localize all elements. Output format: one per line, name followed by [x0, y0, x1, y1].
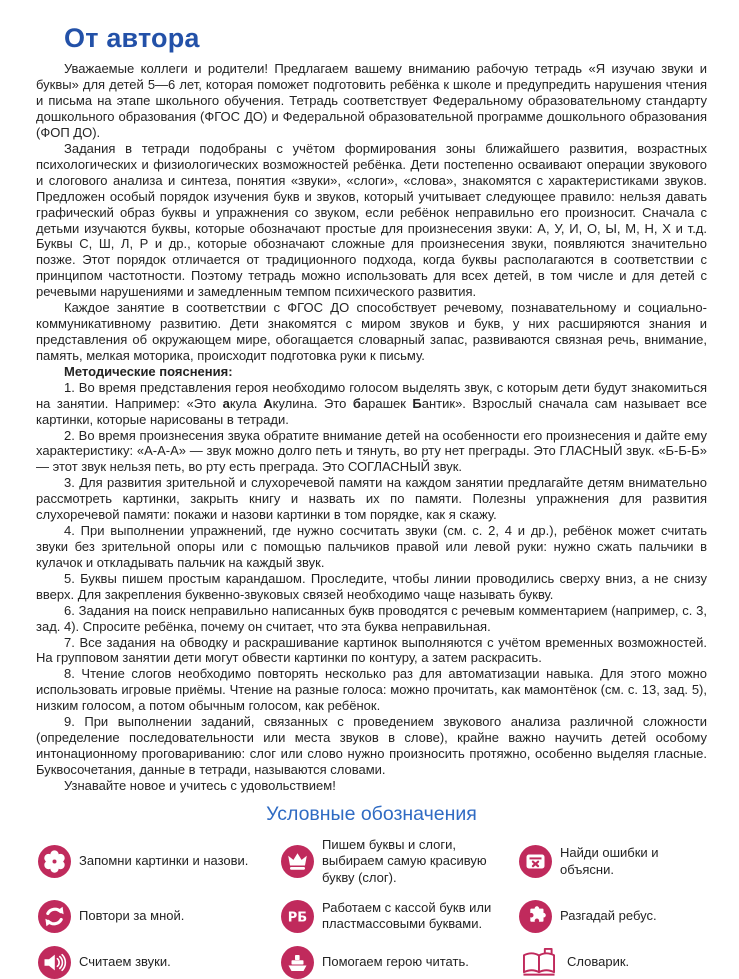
method-item-1: 1. Во время представления героя необходимо голосом выделять звук, с которым дети будут знакомиться на занятии. Например: «Это акула Акулина. Это барашек Бантик». Взрослый сначала сам называет все картинки, которые нарисованы в тетради.: [36, 379, 707, 427]
crown-icon: [281, 845, 314, 878]
method-heading: Методические пояснения:: [64, 363, 233, 379]
letters-rb-text: РБ: [287, 910, 308, 926]
repeat-icon: [38, 900, 71, 933]
page-title: От автора: [64, 23, 200, 53]
method-item-2: 2. Во время произнесения звука обратите внимание детей на особенности его произнесения и дайте ему характеристику: «А-А-А» — звук можно долго петь и тянуть, во рту нет преграды. Это ГЛАСНЫЙ звук. «Б-Б-Б» — этот звук нельзя петь, во рту есть преграда. Это СОГЛАСНЫЙ звук.: [36, 427, 707, 475]
method-item-8: 8. Чтение слогов необходимо повторять несколько раз для автоматизации навыка. Для этого можно использовать игровые приёмы. Чтение на разные голоса: можно прочитать, как мамонтёнок (см. с. 13, зад. 5), низким голосом, а потом обычным голосом, как ребёнок.: [36, 666, 707, 714]
legend-item-label: Работаем с кассой букв или пластмассовыми буквами.: [322, 899, 492, 932]
legend-item-dictionary: [519, 946, 707, 979]
steamboat-icon: [281, 946, 314, 979]
error-card-icon: [519, 845, 552, 878]
legend-item-solve-rebus: [519, 900, 707, 933]
author-text: [36, 61, 707, 793]
legend-item-label: Разгадай ребус.: [560, 907, 657, 923]
book-icon: [519, 946, 559, 978]
legend-item-write-letters: [281, 837, 513, 887]
legend-item-label: Считаем звуки.: [79, 954, 171, 970]
legend-item-count-sounds: [38, 946, 275, 979]
legend-item-label: Помогаем герою читать.: [322, 954, 469, 970]
legend-item-find-mistakes: [519, 837, 707, 887]
method-item-6: 6. Задания на поиск неправильно написанных букв проводятся с речевым комментарием (например, с. 3, зад. 4). Спросите ребёнка, почему он считает, что эта буква неправильная.: [36, 602, 707, 634]
intro-paragraph-1: Уважаемые коллеги и родители! Предлагаем вашему вниманию рабочую тетрадь «Я изучаю звуки и буквы» для детей 5—6 лет, которая поможет подготовить ребёнка к школе и предупредить нарушения чтения и письма на этапе школьного обучения. Тетрадь соответствует Федеральному образовательному стандарту дошкольного образования (ФГОС ДО) и Федеральной образовательной программе дошкольного образования (ФОП ДО).: [36, 61, 707, 141]
letters-rb-icon: [281, 900, 314, 933]
method-item-9: 9. При выполнении заданий, связанных с проведением звукового анализа различной сложности (определение последовательности или места звуков в слове), крайне важно научить детей особому интонационному проговариванию: слог или слово нужно произносить протяжно, особенно выделяя гласные. Буквосочетания, данные в тетради, называются словами.: [36, 714, 707, 777]
legend-item-help-hero-read: [281, 946, 513, 979]
legend-item-label: Словарик.: [567, 954, 630, 970]
method-item-5: 5. Буквы пишем простым карандашом. Проследите, чтобы линии проводились сверху вниз, а не снизу вверх. Для закрепления буквенно-звуковых связей необходимо чаще называть букву.: [36, 570, 707, 602]
intro-paragraph-3: Каждое занятие в соответствии с ФГОС ДО способствует речевому, познавательному и социально-коммуникативному развитию. Дети знакомятся с миром звуков и букв, у них расширяются знания и представления об окружающем мире, обогащается словарный запас, развиваются связная речь, внимание, память, мелкая моторика, происходит подготовка руки к письму.: [36, 300, 707, 363]
legend-item-label: Запомни картинки и назови.: [79, 853, 249, 869]
intro-paragraph-2: Задания в тетради подобраны с учётом формирования зоны ближайшего развития, возрастных психологических и физиологических возможностей ребёнка. Дети постепенно осваивают операции звукового и слогового анализа и синтеза, понятия «звуки», «слоги», «слова», знакомятся с характеристиками звуков. Предложен особый порядок изучения букв и звуков, который учитывает следующее правило: нельзя давать графический образ буквы и упражнения со звуком, если ребёнок неправильно его произносит. Сначала с детьми изучаются буквы, которые обозначают простые для произнесения звуки: А, У, И, О, Ы, М, Н, Х и т.д. Буквы С, Ш, Л, Р и др., которые обозначают сложные для произнесения звуки, появляются значительно позже. Этот порядок отличается от традиционного подхода, когда буквы располагаются в соответствии с принципом частотности. Поэтому тетрадь можно использовать для всех детей, в том числе и для детей с речевыми нарушениями и замедленным темпом психического развития.: [36, 140, 707, 300]
method-item-4: 4. При выполнении упражнений, где нужно сосчитать звуки (см. с. 2, 4 и др.), ребёнок может считать звуки без зрительной опоры или с помощью пальчиков правой или левой руки: нужно сжать пальчики в кулачок и откладывать пальчик на каждый звук.: [36, 523, 707, 570]
legend-item-letter-box: [281, 900, 513, 933]
puzzle-icon: [519, 900, 552, 933]
method-item-3: 3. Для развития зрительной и слухоречевой памяти на каждом занятии предлагайте детям внимательно рассмотреть картинки, закрыть книгу и назвать их по памяти. Полезны упражнения для развития слухоречевой памяти: покажи и назови картинки в том порядке, как я скажу.: [36, 475, 707, 523]
legend: [38, 837, 707, 979]
legend-heading: Условные обозначения: [266, 802, 477, 825]
closing-line: Узнавайте новое и учитесь с удовольствием!: [64, 777, 336, 793]
flower-icon: [38, 845, 71, 878]
method-item-7: 7. Все задания на обводку и раскрашивание картинок выполняются с учётом временных возможностей. На групповом занятии дети могут обвести картинки по контуру, а затем раскрасить.: [36, 634, 707, 666]
legend-item-remember-pictures: [38, 837, 275, 887]
speaker-icon: [38, 946, 71, 979]
legend-item-repeat-after-me: [38, 900, 275, 933]
legend-item-label: Повтори за мной.: [79, 907, 185, 923]
legend-item-label: Найди ошибки и объясни.: [560, 845, 659, 877]
legend-item-label: Пишем буквы и слоги, выбираем самую красивую букву (слог).: [322, 836, 487, 885]
